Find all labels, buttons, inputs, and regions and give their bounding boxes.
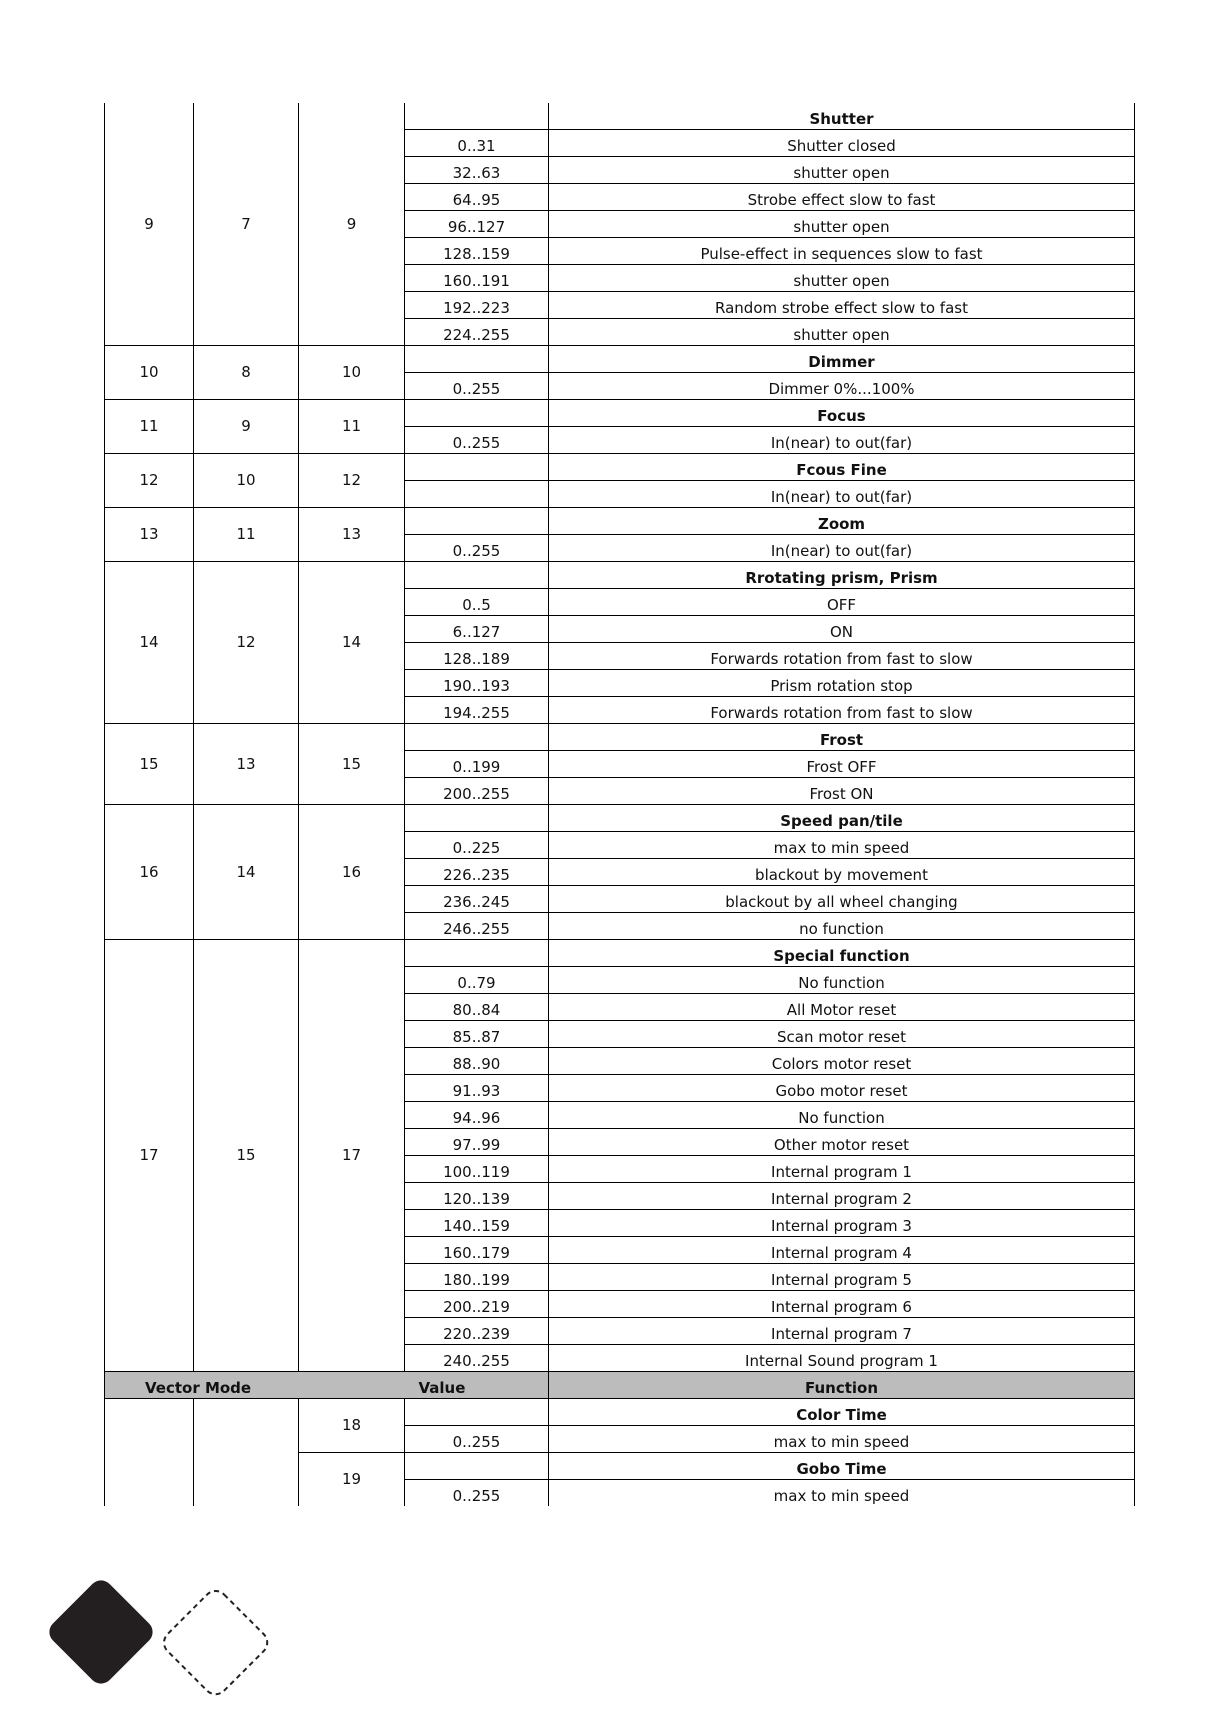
function-description: No function [549,967,1135,994]
channel-title-row [105,400,1135,427]
channel-number: 9 [105,103,194,346]
dmx-value-range: 240..255 [405,1345,549,1372]
channel-number: 14 [194,805,299,940]
channel-number: 16 [105,805,194,940]
channel-title-row [105,1453,1135,1480]
value-cell-empty [405,454,549,481]
channel-number: 19 [299,1453,405,1507]
function-description: Internal program 7 [549,1318,1135,1345]
value-cell-empty [405,724,549,751]
function-description: Internal Sound program 1 [549,1345,1135,1372]
function-description: max to min speed [549,1426,1135,1453]
dmx-value-range [405,481,549,508]
function-title: Gobo Time [549,1453,1135,1480]
dmx-value-range: 120..139 [405,1183,549,1210]
function-title: Zoom [549,508,1135,535]
channel-number: 13 [194,724,299,805]
function-description: In(near) to out(far) [549,535,1135,562]
channel-title-row [105,454,1135,481]
header-function: Function [549,1372,1135,1399]
function-description: Strobe effect slow to fast [549,184,1135,211]
dmx-value-range: 226..235 [405,859,549,886]
dmx-value-range: 160..179 [405,1237,549,1264]
channel-number: 11 [299,400,405,454]
function-description: Internal program 3 [549,1210,1135,1237]
function-description: Forwards rotation from fast to slow [549,697,1135,724]
function-description: blackout by all wheel changing [549,886,1135,913]
value-cell-empty [405,346,549,373]
function-description: no function [549,913,1135,940]
function-description: shutter open [549,265,1135,292]
function-description: In(near) to out(far) [549,427,1135,454]
function-description: ON [549,616,1135,643]
header-vector-mode: Vector Mode [105,1372,405,1399]
function-description: Colors motor reset [549,1048,1135,1075]
function-title: Special function [549,940,1135,967]
function-description: Prism rotation stop [549,670,1135,697]
channel-number: 8 [194,346,299,400]
function-title: Focus [549,400,1135,427]
channel-number: 15 [194,940,299,1372]
channel-number: 14 [105,562,194,724]
channel-number: 10 [105,346,194,400]
function-description: Frost ON [549,778,1135,805]
value-cell-empty [405,940,549,967]
channel-number: 10 [194,454,299,508]
channel-number: 13 [105,508,194,562]
value-cell-empty [405,1399,549,1426]
dmx-value-range: 224..255 [405,319,549,346]
dmx-value-range: 0..255 [405,1426,549,1453]
channel-title-row [105,346,1135,373]
dmx-value-range: 91..93 [405,1075,549,1102]
function-description: OFF [549,589,1135,616]
function-description: Dimmer 0%...100% [549,373,1135,400]
function-description: Scan motor reset [549,1021,1135,1048]
dmx-value-range: 32..63 [405,157,549,184]
dmx-value-range: 0..31 [405,130,549,157]
channel-number: 13 [299,508,405,562]
dmx-value-range: 0..255 [405,535,549,562]
dmx-value-range: 64..95 [405,184,549,211]
channel-number [194,1399,299,1453]
channel-title-row [105,805,1135,832]
function-title: Speed pan/tile [549,805,1135,832]
dmx-value-range: 80..84 [405,994,549,1021]
value-cell-empty [405,508,549,535]
dmx-value-range: 96..127 [405,211,549,238]
vector-mode-header [105,1372,1135,1399]
function-description: Pulse-effect in sequences slow to fast [549,238,1135,265]
function-description: max to min speed [549,1480,1135,1507]
channel-title-row [105,562,1135,589]
function-description: In(near) to out(far) [549,481,1135,508]
channel-number: 17 [105,940,194,1372]
function-title: Shutter [549,103,1135,130]
function-description: Internal program 6 [549,1291,1135,1318]
dmx-value-range: 0..199 [405,751,549,778]
dmx-value-range: 0..255 [405,427,549,454]
function-title: Color Time [549,1399,1135,1426]
dmx-value-range: 6..127 [405,616,549,643]
channel-number: 14 [299,562,405,724]
dmx-value-range: 200..219 [405,1291,549,1318]
channel-number: 11 [194,508,299,562]
channel-number: 15 [299,724,405,805]
dmx-value-range: 236..245 [405,886,549,913]
dmx-value-range: 246..255 [405,913,549,940]
function-description: shutter open [549,157,1135,184]
channel-number: 11 [105,400,194,454]
channel-number [194,1453,299,1507]
channel-number: 12 [299,454,405,508]
function-description: Gobo motor reset [549,1075,1135,1102]
channel-number: 9 [299,103,405,346]
dmx-value-range: 100..119 [405,1156,549,1183]
function-description: Random strobe effect slow to fast [549,292,1135,319]
dmx-value-range: 88..90 [405,1048,549,1075]
dmx-value-range: 194..255 [405,697,549,724]
dmx-value-range: 128..159 [405,238,549,265]
channel-number: 12 [194,562,299,724]
dmx-value-range: 128..189 [405,643,549,670]
header-value: Value [405,1372,549,1399]
channel-title-row [105,103,1135,130]
function-title: Fcous Fine [549,454,1135,481]
channel-number: 16 [299,805,405,940]
dmx-value-range: 180..199 [405,1264,549,1291]
function-description: Other motor reset [549,1129,1135,1156]
channel-number: 12 [105,454,194,508]
dmx-value-range: 0..255 [405,373,549,400]
dmx-value-range: 97..99 [405,1129,549,1156]
function-description: Internal program 2 [549,1183,1135,1210]
function-description: All Motor reset [549,994,1135,1021]
dmx-channel-table [104,103,1135,1506]
dmx-value-range: 0..5 [405,589,549,616]
dmx-value-range: 0..79 [405,967,549,994]
value-cell-empty [405,1453,549,1480]
function-title: Frost [549,724,1135,751]
channel-title-row [105,1399,1135,1426]
channel-number: 9 [194,400,299,454]
channel-number: 10 [299,346,405,400]
channel-number [105,1453,194,1507]
function-description: Internal program 1 [549,1156,1135,1183]
function-description: Frost OFF [549,751,1135,778]
channel-number [105,1399,194,1453]
value-cell-empty [405,103,549,130]
value-cell-empty [405,562,549,589]
dmx-value-range: 200..255 [405,778,549,805]
function-description: Shutter closed [549,130,1135,157]
channel-number: 7 [194,103,299,346]
channel-title-row [105,724,1135,751]
dmx-value-range: 85..87 [405,1021,549,1048]
value-cell-empty [405,400,549,427]
function-description: max to min speed [549,832,1135,859]
channel-title-row [105,940,1135,967]
dmx-value-range: 0..225 [405,832,549,859]
logo-diamonds [40,1570,270,1700]
function-title: Rrotating prism, Prism [549,562,1135,589]
function-description: shutter open [549,211,1135,238]
function-description: Forwards rotation from fast to slow [549,643,1135,670]
function-description: No function [549,1102,1135,1129]
dmx-value-range: 190..193 [405,670,549,697]
dmx-value-range: 220..239 [405,1318,549,1345]
function-description: Internal program 4 [549,1237,1135,1264]
channel-title-row [105,508,1135,535]
dmx-value-range: 160..191 [405,265,549,292]
dmx-value-range: 94..96 [405,1102,549,1129]
function-description: Internal program 5 [549,1264,1135,1291]
channel-number: 15 [105,724,194,805]
function-description: blackout by movement [549,859,1135,886]
dmx-value-range: 140..159 [405,1210,549,1237]
channel-number: 18 [299,1399,405,1453]
dmx-value-range: 0..255 [405,1480,549,1507]
function-title: Dimmer [549,346,1135,373]
dmx-value-range: 192..223 [405,292,549,319]
channel-number: 17 [299,940,405,1372]
function-description: shutter open [549,319,1135,346]
value-cell-empty [405,805,549,832]
